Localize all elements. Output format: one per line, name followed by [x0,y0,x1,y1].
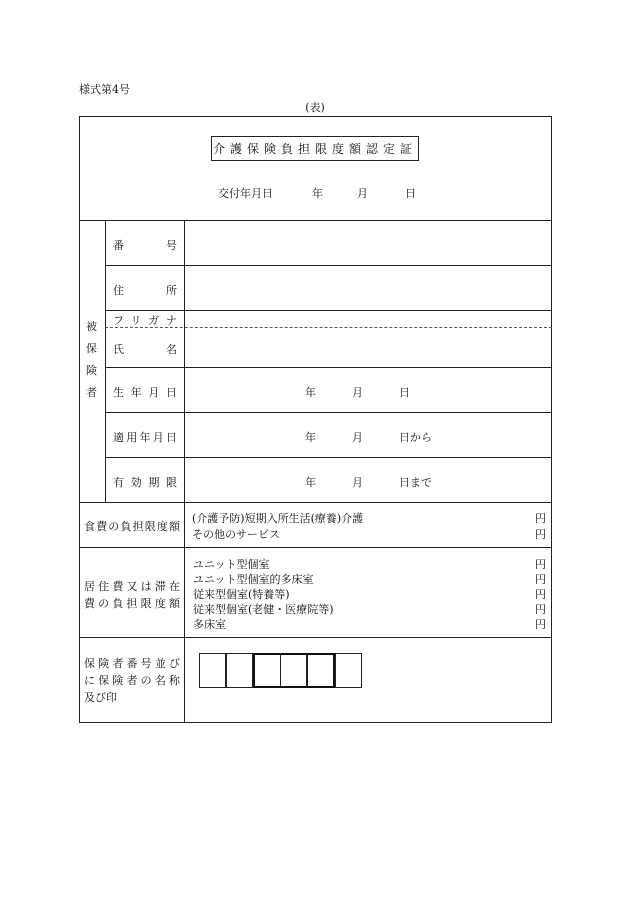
residence-item-unit-semi-private: ユニット型個室的多床室 [193,573,314,586]
divider [105,367,552,368]
expiry-label: 有効期限 [113,476,177,489]
divider [105,412,552,413]
divider [79,547,552,548]
furigana-label: フリガナ [113,314,177,327]
food-limit-label: 食費の負担限度額 [84,520,180,533]
residence-limit-label-line1: 居住費又は滞在 [84,580,180,593]
divider [79,220,552,221]
food-item-short-stay: (介護予防)短期入所生活(療養)介護 [192,512,364,525]
applicable-month: 月 [352,431,363,444]
residence-limit-label-line2: 費の負担限度額 [84,597,180,610]
applicable-day: 日から [399,431,432,444]
cell-divider [280,655,281,686]
issue-year: 年 [312,187,323,200]
divider [105,310,552,311]
expiry-year: 年 [305,476,316,489]
residence-item-unit-private-unit: 円 [535,558,546,571]
insurer-number-cell[interactable] [335,653,362,688]
issue-month: 月 [357,187,368,200]
cell-divider [307,655,308,686]
number-label: 番号 [113,239,177,252]
residence-item-unit-semi-private-unit: 円 [535,573,546,586]
insured-group-label: 被 保 険 者 [86,320,97,399]
insurer-label-line2: に保険者の名称 [84,674,180,687]
insurer-label-line3: 及び印 [84,691,117,704]
address-label: 住所 [113,284,177,297]
divider [105,457,552,458]
expiry-day: 日まで [399,476,432,489]
side-label: (表) [305,101,325,114]
insurer-number-cell[interactable] [226,653,253,688]
issue-day: 日 [405,187,416,200]
residence-item-unit-private: ユニット型個室 [193,558,270,571]
divider [184,220,185,723]
certificate-frame [79,116,552,723]
name-label: 氏名 [113,343,177,356]
birthdate-label: 生年月日 [113,386,177,399]
residence-item-multi-bed-unit: 円 [535,618,546,631]
insurer-number-highlight [253,653,335,688]
food-item-short-stay-unit: 円 [535,512,546,525]
divider [105,220,106,502]
residence-item-conventional-special: 従来型個室(特養等) [193,588,290,601]
residence-item-conventional-health-unit: 円 [535,603,546,616]
applicable-year: 年 [305,431,316,444]
insurer-number-cell[interactable] [199,653,226,688]
certificate-title: 介護保険負担限度額認定証 [211,136,419,161]
divider [79,502,552,503]
food-item-other: その他のサービス [192,528,280,541]
issue-date-label: 交付年月日 [218,187,273,200]
expiry-month: 月 [352,476,363,489]
birth-year: 年 [305,386,316,399]
divider [79,637,552,638]
birth-month: 月 [352,386,363,399]
residence-item-multi-bed: 多床室 [193,618,226,631]
insurer-label-line1: 保険者番号並び [84,657,180,670]
applicable-date-label: 適用年月日 [113,431,177,444]
residence-item-conventional-special-unit: 円 [535,588,546,601]
divider [105,265,552,266]
residence-item-conventional-health: 従来型個室(老健・医療院等) [193,603,334,616]
form-number: 様式第4号 [79,83,130,96]
food-item-other-unit: 円 [535,528,546,541]
birth-day: 日 [399,386,410,399]
